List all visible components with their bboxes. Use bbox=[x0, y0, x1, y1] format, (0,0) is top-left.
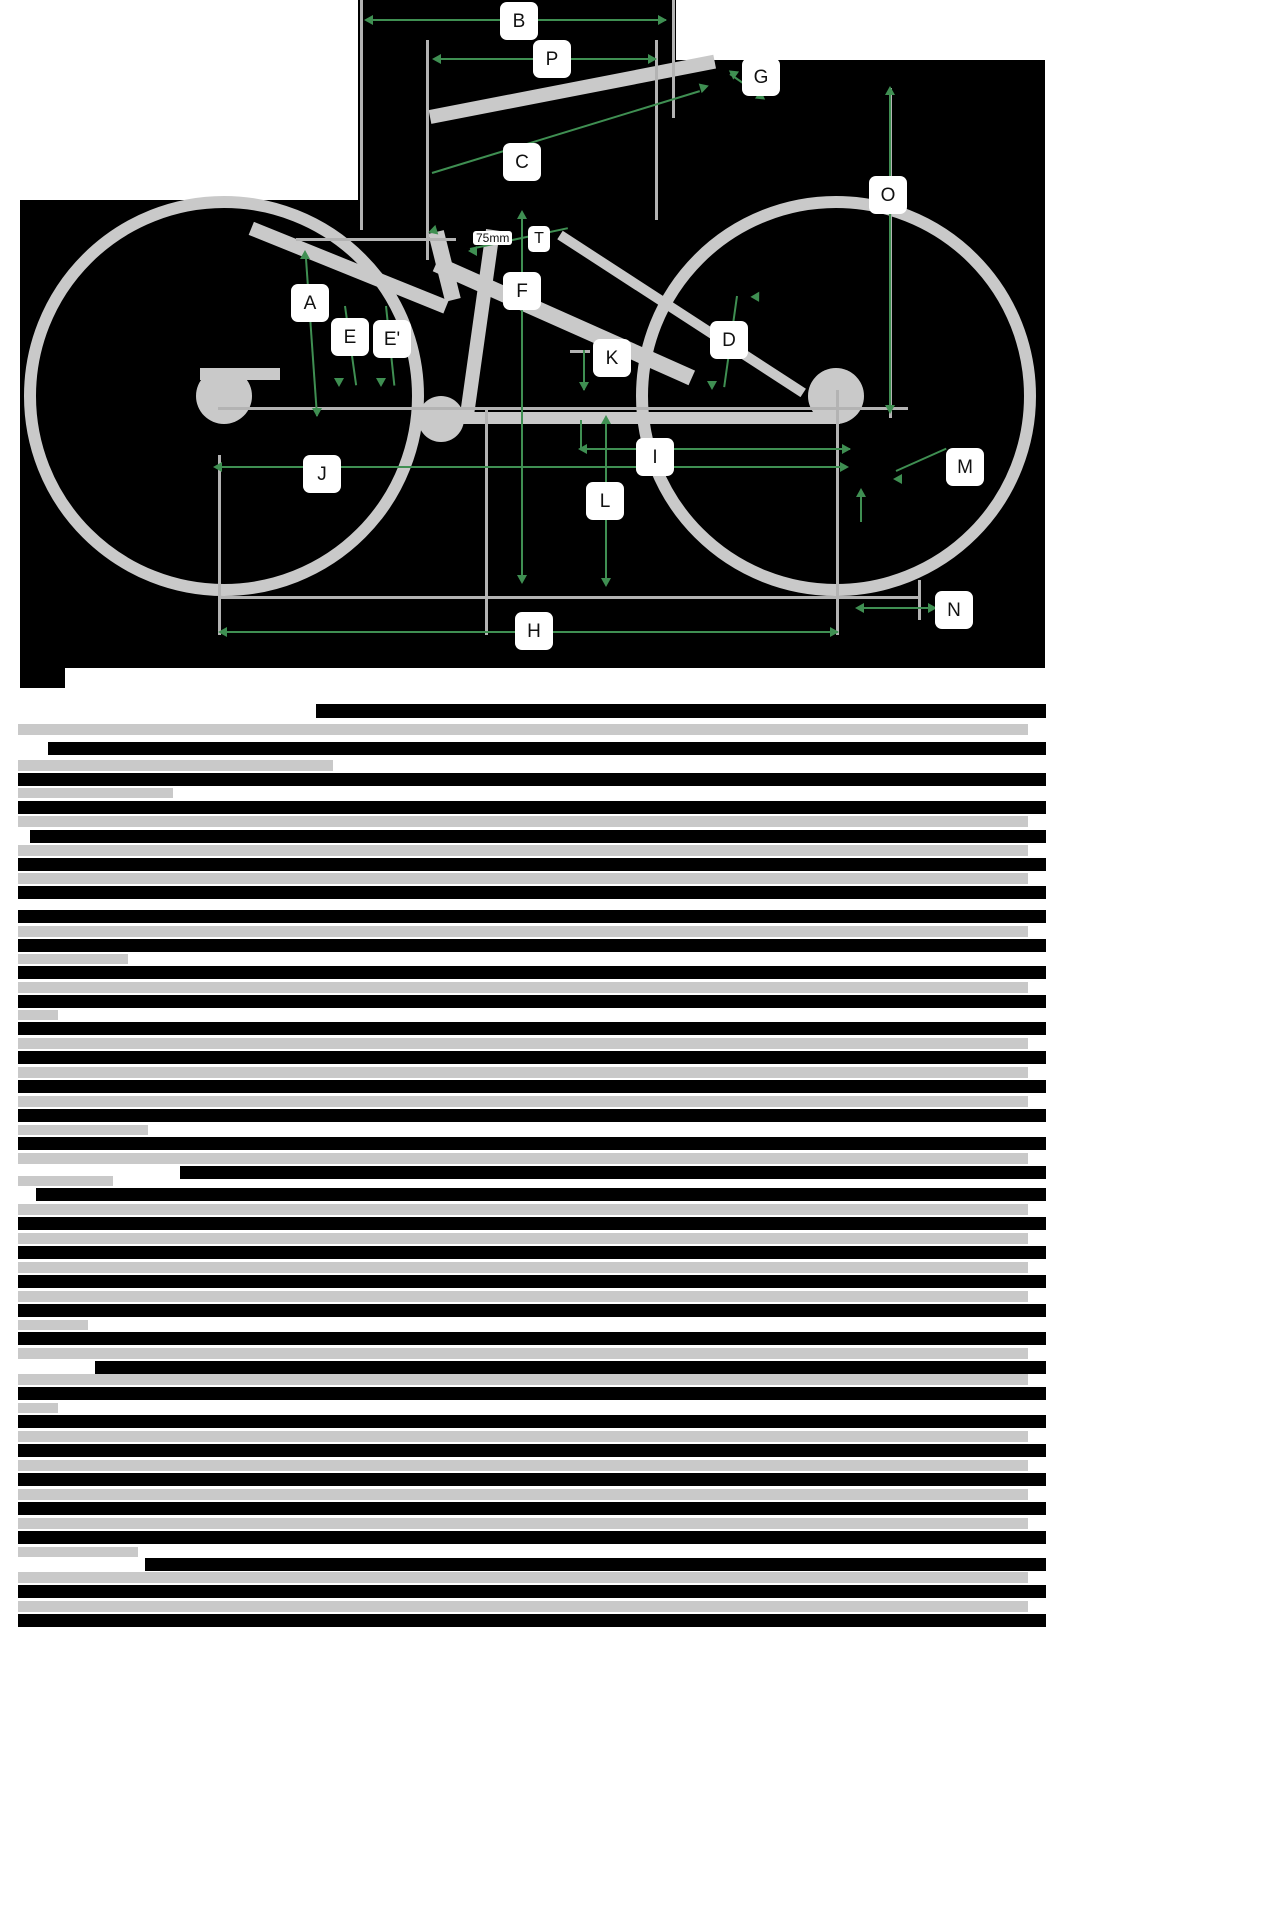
dimension-label-F bbox=[503, 272, 541, 310]
arrowhead-P-left bbox=[432, 54, 441, 64]
construction-line-v9 bbox=[918, 580, 921, 620]
text-line bbox=[18, 1348, 1028, 1359]
arrowhead-F-down bbox=[517, 575, 527, 584]
dimension-label-F-text: F bbox=[516, 280, 528, 302]
text-line bbox=[18, 1233, 1028, 1244]
arrowhead-L-down bbox=[601, 578, 611, 587]
construction-line-v5 bbox=[218, 455, 221, 635]
text-line bbox=[18, 1473, 1046, 1486]
dimension-label-G bbox=[742, 58, 780, 96]
dimension-label-I-text: I bbox=[652, 446, 658, 468]
frame-handlebar bbox=[200, 368, 280, 380]
dimension-label-K bbox=[593, 339, 631, 377]
arrowhead-M-up bbox=[856, 488, 866, 497]
arrowhead-B-right bbox=[658, 15, 667, 25]
text-line bbox=[18, 1109, 1046, 1122]
geometry-diagram bbox=[0, 0, 1281, 688]
text-line bbox=[18, 1304, 1046, 1317]
arrowhead-J-left bbox=[213, 462, 222, 472]
dimension-label-T bbox=[528, 226, 550, 252]
construction-line-h3 bbox=[218, 596, 918, 599]
text-line bbox=[18, 1010, 58, 1020]
text-line bbox=[18, 1547, 138, 1557]
text-line bbox=[18, 773, 1046, 786]
construction-line-h4 bbox=[570, 350, 590, 353]
text-line bbox=[18, 858, 1046, 871]
dimension-label-D bbox=[710, 321, 748, 359]
text-line bbox=[18, 1217, 1046, 1230]
text-line bbox=[18, 1518, 1028, 1529]
arrowhead-B-left bbox=[364, 15, 373, 25]
dimension-label-C-text: C bbox=[515, 151, 529, 173]
dimension-label-P-text: P bbox=[545, 48, 559, 70]
text-line bbox=[18, 910, 1046, 923]
annotation-75mm: 75mm bbox=[473, 231, 512, 245]
text-line bbox=[18, 845, 1028, 856]
text-line bbox=[18, 1489, 1028, 1500]
text-line bbox=[18, 1080, 1046, 1093]
dimension-label-A-text: A bbox=[303, 292, 317, 314]
arrowhead-H-right bbox=[830, 627, 839, 637]
arrowhead-Eprime-down bbox=[376, 378, 386, 387]
text-line bbox=[18, 760, 333, 771]
dimension-label-L bbox=[586, 482, 624, 520]
dimension-label-J-text: J bbox=[317, 463, 327, 485]
dimension-line-N bbox=[858, 607, 938, 609]
text-line bbox=[18, 1502, 1046, 1515]
dimension-label-H-text: H bbox=[527, 620, 541, 642]
diagram-mass-tail bbox=[20, 668, 65, 688]
dimension-label-A bbox=[291, 284, 329, 322]
dimension-label-B bbox=[500, 2, 538, 40]
text-line bbox=[18, 1585, 1046, 1598]
dimension-label-N bbox=[935, 591, 973, 629]
text-line bbox=[18, 801, 1046, 814]
text-line bbox=[18, 939, 1046, 952]
dimension-line-I bbox=[580, 448, 850, 450]
text-line bbox=[18, 1387, 1046, 1400]
text-line bbox=[18, 1153, 1028, 1164]
arrowhead-I-right bbox=[842, 444, 851, 454]
dimension-label-E bbox=[331, 318, 369, 356]
text-line bbox=[18, 788, 173, 798]
text-line bbox=[316, 704, 1046, 718]
frame-chainstay bbox=[440, 412, 840, 424]
dimension-label-E-prime-text: E' bbox=[383, 328, 401, 350]
construction-line-v6 bbox=[485, 410, 488, 635]
text-line bbox=[18, 1460, 1028, 1471]
text-line bbox=[18, 1038, 1028, 1049]
text-line bbox=[95, 1361, 1046, 1374]
arrowhead-D-down bbox=[707, 381, 717, 390]
redacted-body bbox=[0, 688, 1281, 1920]
arrowhead-A-up bbox=[300, 250, 310, 259]
text-line bbox=[30, 830, 1046, 843]
text-line bbox=[18, 816, 1028, 827]
text-line bbox=[18, 1601, 1028, 1612]
text-line bbox=[18, 1431, 1028, 1442]
text-line bbox=[18, 1374, 1028, 1385]
text-line bbox=[18, 724, 1028, 735]
arrowhead-L-up bbox=[601, 415, 611, 424]
dimension-label-M-text: M bbox=[957, 456, 973, 478]
dimension-label-G-text: G bbox=[753, 66, 769, 88]
text-line bbox=[18, 1572, 1028, 1583]
text-line bbox=[18, 1275, 1046, 1288]
text-line bbox=[18, 1125, 148, 1135]
construction-line-v1 bbox=[360, 0, 363, 230]
text-line bbox=[18, 995, 1046, 1008]
arrowhead-E-down bbox=[334, 378, 344, 387]
text-line bbox=[18, 1176, 113, 1186]
text-line bbox=[18, 1332, 1046, 1345]
dimension-label-N-text: N bbox=[947, 599, 961, 621]
text-line bbox=[145, 1558, 1046, 1571]
arrowhead-O-down bbox=[885, 405, 895, 414]
arrowhead-H-left bbox=[218, 627, 227, 637]
arrowhead-O-up bbox=[885, 86, 895, 95]
construction-line-v4 bbox=[655, 40, 658, 220]
text-line bbox=[18, 886, 1046, 899]
dimension-line-F bbox=[521, 216, 523, 582]
text-line bbox=[18, 1067, 1028, 1078]
text-line bbox=[48, 742, 1046, 755]
text-line bbox=[180, 1166, 1046, 1179]
arrowhead-A-down bbox=[312, 408, 322, 417]
arrowhead-F-up bbox=[517, 210, 527, 219]
dimension-label-H bbox=[515, 612, 553, 650]
dimension-label-L-text: L bbox=[599, 490, 611, 512]
dimension-label-O bbox=[869, 176, 907, 214]
text-line bbox=[18, 1403, 58, 1413]
bottom-bracket bbox=[418, 396, 464, 442]
text-line bbox=[18, 1614, 1046, 1627]
dimension-label-E-prime bbox=[373, 320, 411, 358]
text-line bbox=[18, 1204, 1028, 1215]
arrowhead-K-down bbox=[579, 382, 589, 391]
text-line bbox=[18, 926, 1028, 937]
arrowhead-T-left bbox=[468, 246, 477, 256]
arrowhead-P-right bbox=[648, 54, 657, 64]
text-line bbox=[18, 1051, 1046, 1064]
text-line bbox=[18, 1246, 1046, 1259]
text-line bbox=[18, 1096, 1028, 1107]
text-line bbox=[18, 1444, 1046, 1457]
dimension-label-K-text: K bbox=[605, 347, 619, 369]
dimension-label-E-text: E bbox=[343, 326, 357, 348]
dimension-label-I bbox=[636, 438, 674, 476]
text-line bbox=[18, 966, 1046, 979]
text-line bbox=[18, 1415, 1046, 1428]
dimension-label-B-text: B bbox=[512, 10, 526, 32]
dimension-label-M bbox=[946, 448, 984, 486]
text-line bbox=[18, 873, 1028, 884]
dimension-label-C bbox=[503, 143, 541, 181]
dimension-label-T-text: T bbox=[534, 230, 544, 247]
text-line bbox=[18, 982, 1028, 993]
text-line bbox=[18, 1022, 1046, 1035]
text-line bbox=[18, 1137, 1046, 1150]
text-line bbox=[18, 1320, 88, 1330]
arrowhead-M-left bbox=[893, 474, 902, 484]
arrowhead-N-left bbox=[855, 603, 864, 613]
dimension-label-P bbox=[533, 40, 571, 78]
dimension-label-J bbox=[303, 455, 341, 493]
dimension-line-L-tick bbox=[580, 420, 582, 450]
dimension-line-O bbox=[889, 92, 891, 412]
text-line bbox=[36, 1188, 1046, 1201]
construction-line-h2 bbox=[296, 238, 456, 241]
arrowhead-J-right bbox=[840, 462, 849, 472]
text-line bbox=[18, 1262, 1028, 1273]
text-line bbox=[18, 954, 128, 964]
text-line bbox=[18, 1531, 1046, 1544]
dimension-label-D-text: D bbox=[722, 329, 736, 351]
text-line bbox=[18, 1291, 1028, 1302]
dimension-label-O-text: O bbox=[880, 184, 896, 206]
